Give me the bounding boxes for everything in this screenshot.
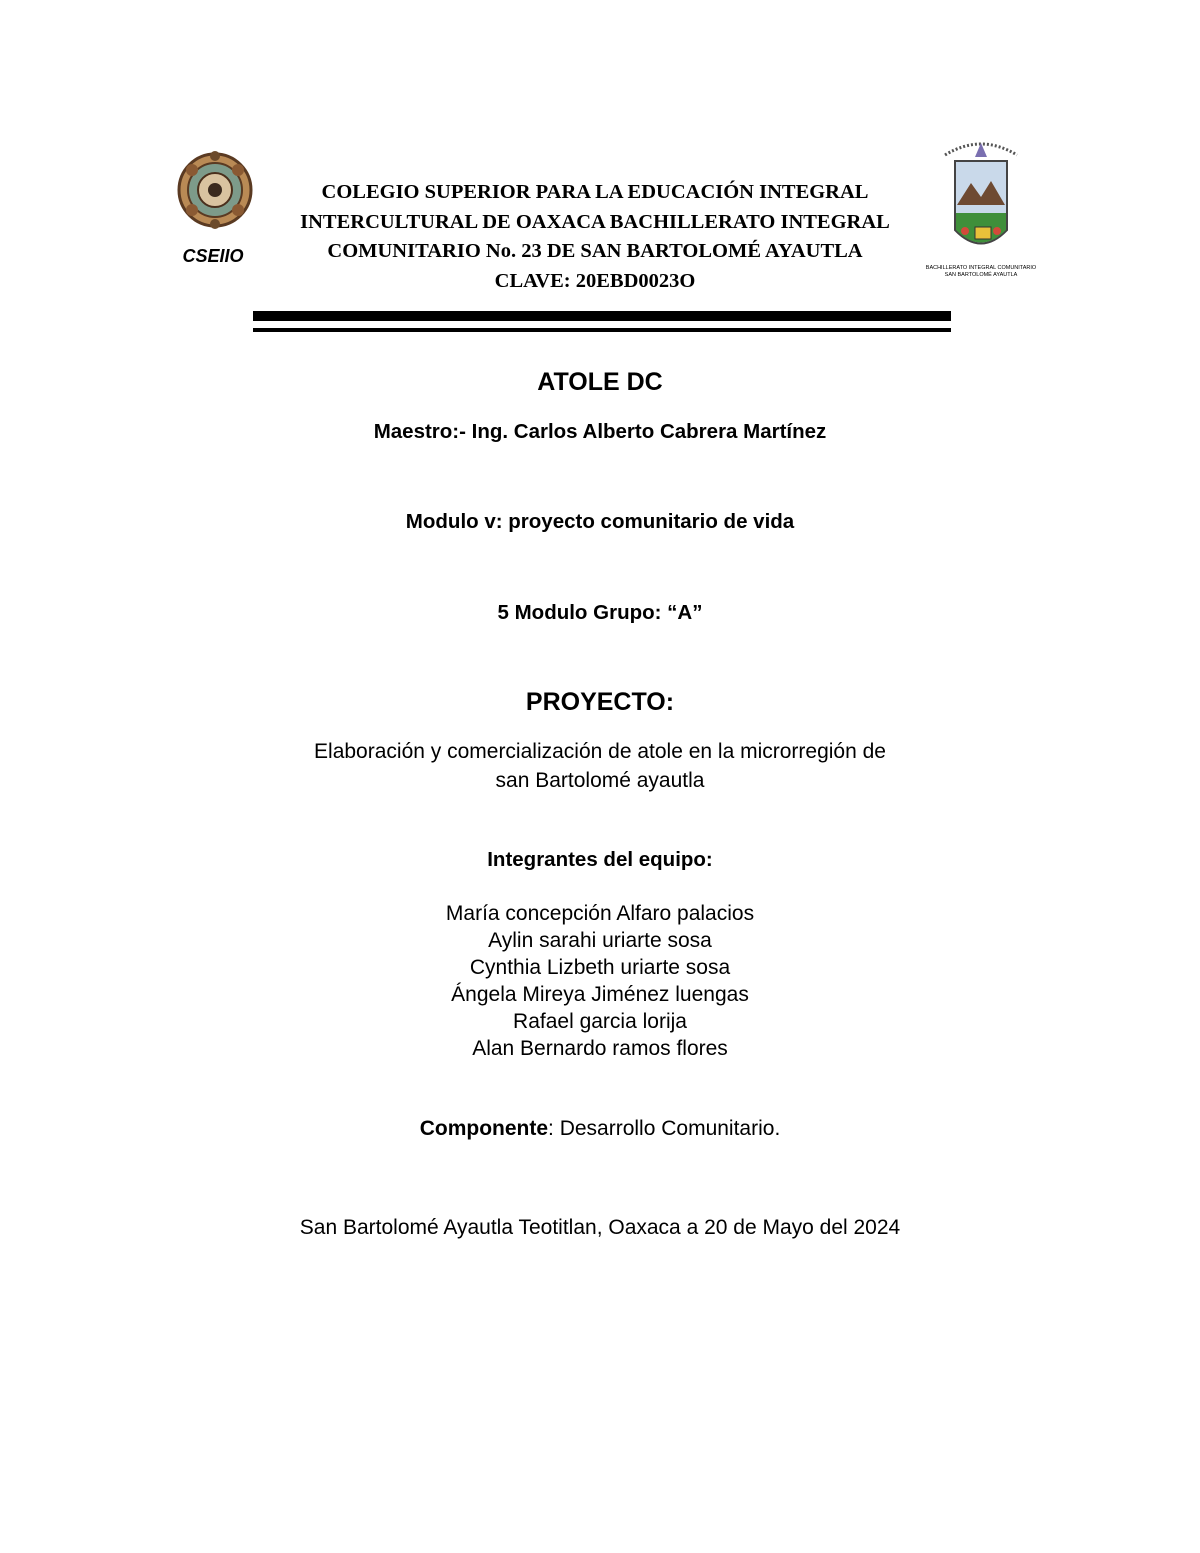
teacher-name: Maestro:- Ing. Carlos Alberto Cabrera Martínez: [373, 420, 827, 443]
module-line: Modulo v: proyecto comunitario de vida: [405, 510, 795, 533]
institution-line: INTERCULTURAL DE OAXACA BACHILLERATO INTEGRAL: [300, 210, 890, 233]
school-crest-logo: [925, 135, 1037, 285]
institution-line: CLAVE: 20EBD0023O: [494, 269, 696, 292]
institution-line: COMUNITARIO No. 23 DE SAN BARTOLOMÉ AYAUTLA: [327, 240, 863, 262]
team-member: Aylin sarahi uriarte sosa: [488, 929, 712, 952]
component-label: Componente: [419, 1117, 549, 1140]
cseiio-logo-text: CSEIIO: [182, 246, 244, 266]
cseiio-logo: [170, 140, 260, 270]
crest-caption-2: SAN BARTOLOMÉ AYAUTLA: [944, 272, 1018, 278]
project-description-line: san Bartolomé ayautla: [495, 769, 705, 792]
header-rule-thin: [253, 328, 951, 332]
team-member: Alan Bernardo ramos flores: [472, 1037, 728, 1060]
crest-caption-1: BACHILLERATO INTEGRAL COMUNITARIO: [925, 265, 1037, 271]
document-title: ATOLE DC: [537, 368, 663, 396]
institution-header: [280, 178, 910, 296]
team-member: Cynthia Lizbeth uriarte sosa: [469, 956, 731, 979]
component-value: : Desarrollo Comunitario.: [548, 1117, 781, 1140]
institution-line: COLEGIO SUPERIOR PARA LA EDUCACIÓN INTEGRAL: [321, 181, 869, 203]
header-rule-thick: [253, 311, 951, 321]
group-line: 5 Modulo Grupo: “A”: [497, 601, 703, 624]
team-members-list: [0, 900, 1200, 1062]
project-heading: PROYECTO:: [525, 688, 675, 716]
component-line: [0, 1117, 1200, 1141]
project-description: [0, 737, 1200, 795]
team-member: María concepción Alfaro palacios: [445, 902, 755, 925]
place-date: San Bartolomé Ayautla Teotitlan, Oaxaca a 20 de Mayo del 2024: [299, 1216, 901, 1239]
project-description-line: Elaboración y comercialización de atole en la microrregión de: [314, 740, 886, 763]
team-member: Rafael garcia lorija: [513, 1010, 687, 1033]
team-heading: Integrantes del equipo:: [487, 848, 713, 871]
team-member: Ángela Mireya Jiménez luengas: [451, 983, 749, 1006]
